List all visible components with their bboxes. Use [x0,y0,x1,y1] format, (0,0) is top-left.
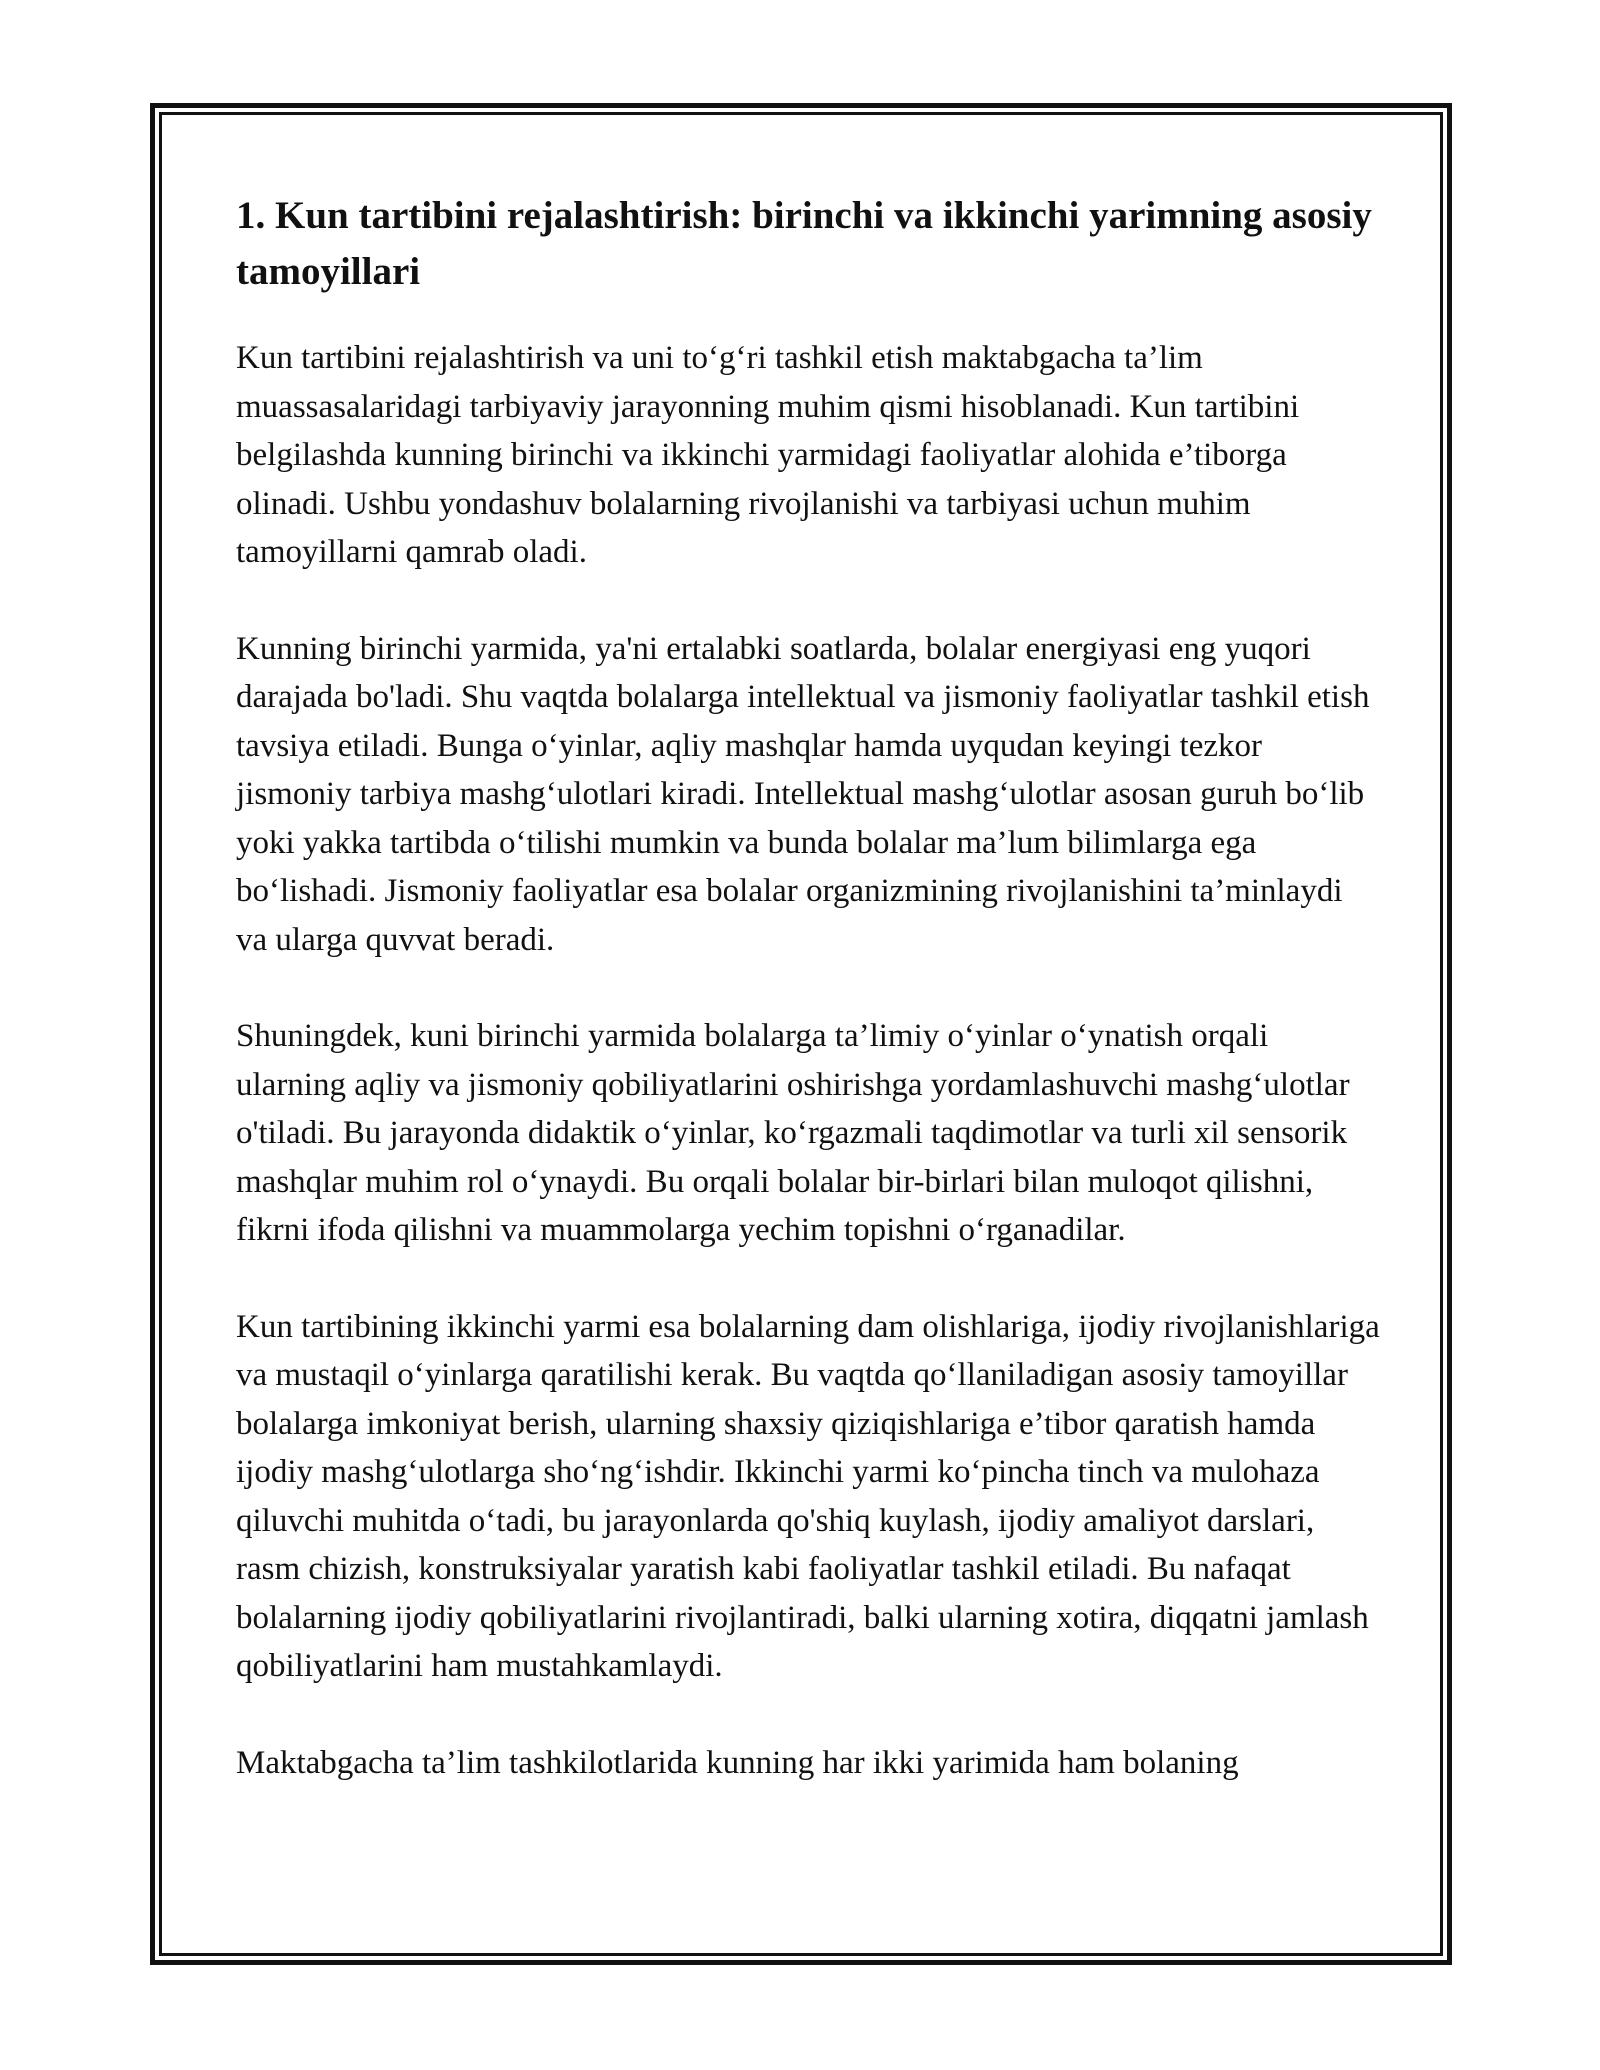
paragraph-4: Kun tartibining ikkinchi yarmi esa bolalarning dam olishlariga, ijodiy rivojlanishlariga va mustaqil o‘yinlarga qaratilishi kerak. Bu vaqtda qo‘llaniladigan asosiy tamoyillar bolalarga imkoniyat berish, ularning shaxsiy qiziqishlariga e’tibor qaratish hamda ijodiy mashg‘ulotlarga sho‘ng‘ishdir. Ikkinchi yarmi ko‘pincha tinch va mulohaza qiluvchi muhitda o‘tadi, bu jarayonlarda qo'shiq kuylash, ijodiy amaliyot darslari, rasm chizish, konstruksiyalar yaratish kabi faoliyatlar tashkil etiladi. Bu nafaqat bolalarning ijodiy qobiliyatlarini rivojlantiradi, balki ularning xotira, diqqatni jamlash qobiliyatlarini ham mustahkamlaydi. [236,1308,1380,1684]
paragraph-3: Shuningdek, kuni birinchi yarmida bolalarga ta’limiy o‘yinlar o‘ynatish orqali ularning aqliy va jismoniy qobiliyatlarini oshirishga yordamlashuvchi mashg‘ulotlar o'tiladi. Bu jarayonda didaktik o‘yinlar, ko‘rgazmali taqdimotlar va turli xil sensorik mashqlar muhim rol o‘ynaydi. Bu orqali bolalar bir-birlari bilan muloqot qilishni, fikrni ifoda qilishni va muammolarga yechim topishni o‘rganadilar. [236,1018,1350,1248]
paragraph-5: Maktabgacha ta’lim tashkilotlarida kunning har ikki yarimida ham bolaning [236,1744,1239,1781]
section-title: 1. Kun tartibini rejalashtirish: birinchi va ikkinchi yarimning asosiy tamoyillari [236,194,1372,293]
document-body [236,188,1380,1835]
paragraph-2: Kunning birinchi yarmida, ya'ni ertalabki soatlarda, bolalar energiyasi eng yuqori darajada bo'ladi. Shu vaqtda bolalarga intellektual va jismoniy faoliyatlar tashkil etish tavsiya etiladi. Bunga o‘yinlar, aqliy mashqlar hamda uyqudan keyingi tezkor jismoniy tarbiya mashg‘ulotlari kiradi. Intellektual mashg‘ulotlar asosan guruh bo‘lib yoki yakka tartibda o‘tilishi mumkin va bunda bolalar ma’lum bilimlarga ega bo‘lishadi. Jismoniy faoliyatlar esa bolalar organizmining rivojlanishini ta’minlaydi va ularga quvvat beradi. [236,630,1370,958]
paragraph-1: Kun tartibini rejalashtirish va uni to‘g‘ri tashkil etish maktabgacha ta’lim muassasalaridagi tarbiyaviy jarayonning muhim qismi hisoblanadi. Kun tartibini belgilashda kunning birinchi va ikkinchi yarmidagi faoliyatlar alohida e’tiborga olinadi. Ushbu yondashuv bolalarning rivojlanishi va tarbiyasi uchun muhim tamoyillarni qamrab oladi. [236,340,1300,570]
